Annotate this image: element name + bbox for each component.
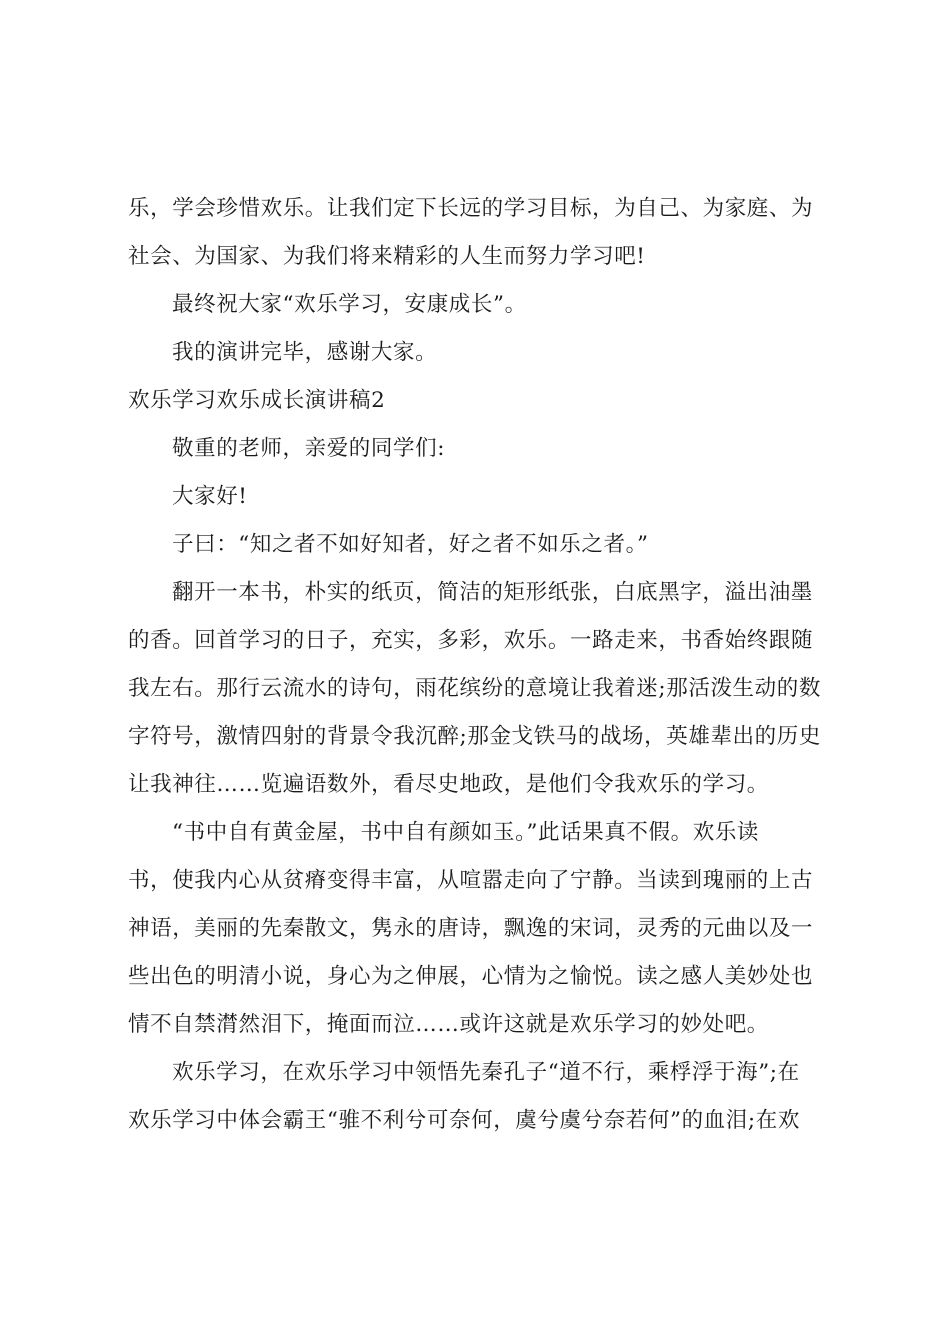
text-line: 社会、为国家、为我们将来精彩的人生而努力学习吧! <box>128 244 646 269</box>
paragraph <box>128 809 838 1049</box>
text-line: 子曰：“知之者不如好知者，好之者不如乐之者。” <box>172 532 649 557</box>
text-line: 书，使我内心从贫瘠变得丰富，从喧嚣走向了宁静。当读到瑰丽的上古 <box>128 868 814 893</box>
paragraph <box>128 185 838 281</box>
text-line: 欢乐学习中体会霸王“骓不利兮可奈何，虞兮虞兮奈若何”的血泪;在欢 <box>128 1108 800 1133</box>
text-line: 让我神往……览遍语数外，看尽史地政，是他们令我欢乐的学习。 <box>128 772 769 797</box>
text-line: 翻开一本书，朴实的纸页，简洁的矩形纸张，白底黑字，溢出油墨 <box>172 580 813 605</box>
text-line: “书中自有黄金屋，书中自有颜如玉。”此话果真不假。欢乐读 <box>172 820 760 845</box>
paragraph <box>128 473 838 521</box>
text-line: 些出色的明清小说，身心为之伸展，心情为之愉悦。读之感人美妙处也 <box>128 964 814 989</box>
text-line: 我左右。那行云流水的诗句，雨花缤纷的意境让我着迷;那活泼生动的数 <box>128 676 821 701</box>
text-line: 我的演讲完毕，感谢大家。 <box>172 340 438 365</box>
paragraph <box>128 329 838 377</box>
text-line: 敬重的老师，亲爱的同学们: <box>172 436 446 461</box>
paragraph <box>128 425 838 473</box>
text-line: 神语，美丽的先秦散文，隽永的唐诗，飘逸的宋词，灵秀的元曲以及一 <box>128 916 814 941</box>
text-line: 情不自禁潸然泪下，掩面而泣……或许这就是欢乐学习的妙处吧。 <box>128 1012 769 1037</box>
text-line: 字符号，激情四射的背景令我沉醉;那金戈铁马的战场，英雄辈出的历史 <box>128 724 821 749</box>
text-line: 欢乐学习，在欢乐学习中领悟先秦孔子“道不行，乘桴浮于海”;在 <box>172 1060 800 1085</box>
heading-text: 欢乐学习欢乐成长演讲稿2 <box>128 388 386 413</box>
paragraph <box>128 569 838 809</box>
text-line: 乐，学会珍惜欢乐。让我们定下长远的学习目标，为自己、为家庭、为 <box>128 196 814 221</box>
text-line: 大家好! <box>172 484 248 509</box>
paragraph <box>128 281 838 329</box>
paragraph <box>128 1049 838 1145</box>
section-heading <box>128 377 838 425</box>
text-line: 最终祝大家“欢乐学习，安康成长”。 <box>172 292 527 317</box>
text-line: 的香。回首学习的日子，充实，多彩，欢乐。一路走来，书香始终跟随 <box>128 628 814 653</box>
paragraph <box>128 521 838 569</box>
document-body <box>128 185 838 1145</box>
